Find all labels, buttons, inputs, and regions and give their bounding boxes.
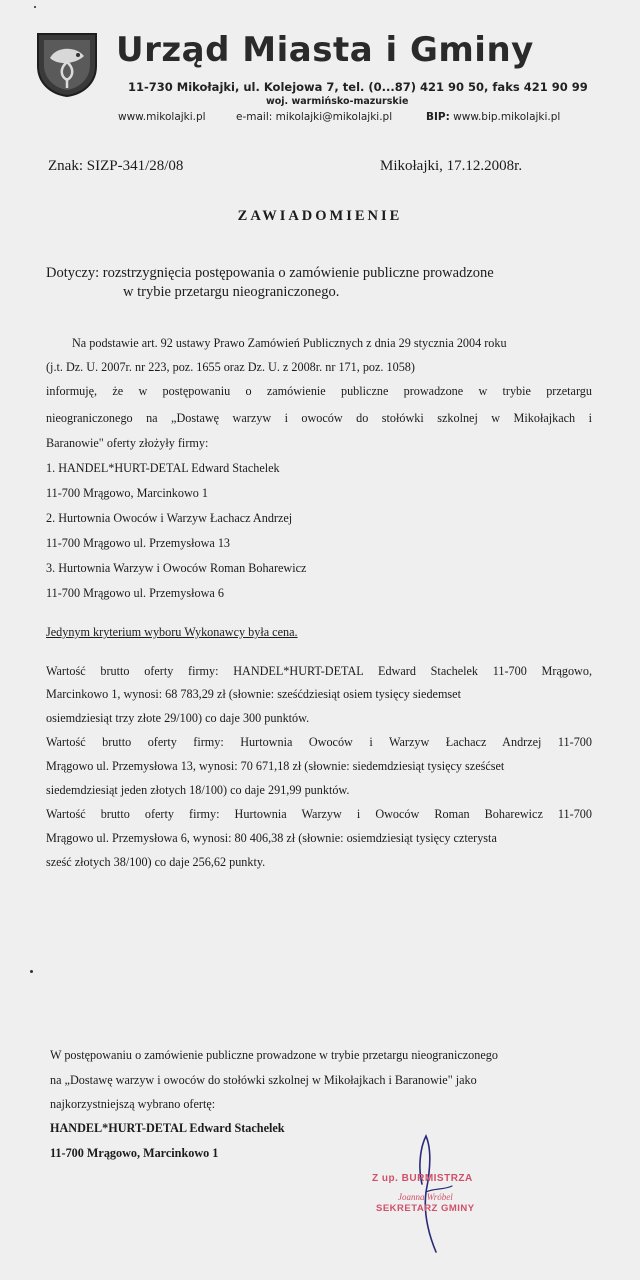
offer-line: Wartość brutto oferty firmy: Hurtownia Owoców i Warzyw Łachacz Andrzej 11-700	[46, 735, 592, 749]
body-line: (j.t. Dz. U. 2007r. nr 223, poz. 1655 oraz Dz. U. z 2008r. nr 171, poz. 1058)	[46, 360, 415, 374]
bidder-list-item: 11-700 Mrągowo ul. Przemysłowa 13	[46, 536, 231, 550]
offer-line: Wartość brutto oferty firmy: HANDEL*HURT-DETAL Edward Stachelek 11-700 Mrągowo,	[46, 664, 592, 678]
winner-address: 11-700 Mrągowo, Marcinkowo 1	[50, 1146, 219, 1160]
result-line: najkorzystniejszą wybrano ofertę:	[50, 1097, 216, 1111]
winner-name: HANDEL*HURT-DETAL Edward Stachelek	[50, 1121, 285, 1135]
letterhead-region: woj. warmińsko-mazurskie	[266, 96, 409, 107]
subject-line-2: w trybie przetargu nieograniczonego.	[123, 284, 340, 300]
bip-address: www.bip.mikolajki.pl	[453, 111, 561, 123]
selection-criterion: Jedynym kryterium wyboru Wykonawcy była cena.	[46, 625, 298, 639]
reference-number: Znak: SIZP-341/28/08	[48, 158, 184, 174]
offer-line: sześć złotych 38/100) co daje 256,62 punkty.	[46, 855, 266, 869]
letterhead-bip	[426, 111, 560, 123]
body-line: nieograniczonego na „Dostawę warzyw i owoców do stołówki szkolnej w Mikołajkach i	[46, 411, 592, 425]
offer-line: Mrągowo ul. Przemysłowa 13, wynosi: 70 671,18 zł (słownie: siedemdziesiąt tysięcy sześćset	[46, 759, 505, 773]
document-heading: ZAWIADOMIENIE	[237, 208, 403, 224]
bip-label: BIP:	[426, 111, 450, 123]
body-line: Baranowie" oferty złożyły firmy:	[46, 436, 209, 450]
bidder-list-item: 1. HANDEL*HURT-DETAL Edward Stachelek	[46, 461, 280, 475]
bidder-list-item: 2. Hurtownia Owoców i Warzyw Łachacz Andrzej	[46, 511, 293, 525]
town-crest-icon	[36, 32, 98, 98]
subject-line-1: Dotyczy: rozstrzygnięcia postępowania o zamówienie publiczne prowadzone	[46, 265, 494, 281]
place-date: Mikołajki, 17.12.2008r.	[380, 158, 523, 174]
offer-line: Mrągowo ul. Przemysłowa 6, wynosi: 80 406,38 zł (słownie: osiemdziesiąt tysięcy czterysta	[46, 831, 497, 845]
stamp-line-1: Z up. BURMISTRZA	[372, 1173, 473, 1184]
scan-speck	[34, 6, 36, 8]
body-line: Na podstawie art. 92 ustawy Prawo Zamówień Publicznych z dnia 29 stycznia 2004 roku	[72, 336, 507, 350]
stamp-line-3: SEKRETARZ GMINY	[376, 1203, 475, 1214]
letterhead-email: e-mail: mikolajki@mikolajki.pl	[236, 111, 393, 123]
bidder-list-item: 11-700 Mrągowo ul. Przemysłowa 6	[46, 586, 224, 600]
bidder-list-item: 3. Hurtownia Warzyw i Owoców Roman Boharewicz	[46, 561, 307, 575]
offer-line: Wartość brutto oferty firmy: Hurtownia Warzyw i Owoców Roman Boharewicz 11-700	[46, 807, 592, 821]
bidder-list-item: 11-700 Mrągowo, Marcinkowo 1	[46, 486, 209, 500]
result-line: na „Dostawę warzyw i owoców do stołówki szkolnej w Mikołajkach i Baranowie" jako	[50, 1073, 477, 1087]
offer-line: osiemdziesiąt trzy złote 29/100) co daje 300 punktów.	[46, 711, 310, 725]
offer-line: siedemdziesiąt jeden złotych 18/100) co daje 291,99 punktów.	[46, 783, 350, 797]
body-line: informuję, że w postępowaniu o zamówienie publiczne prowadzone w trybie przetargu	[46, 384, 592, 398]
letterhead-title: Urząd Miasta i Gminy	[116, 30, 534, 70]
stamp-line-2: Joanna Wróbel	[398, 1192, 453, 1202]
offer-line: Marcinkowo 1, wynosi: 68 783,29 zł (słownie: sześćdziesiąt osiem tysięcy siedemset	[46, 687, 461, 701]
result-line: W postępowaniu o zamówienie publiczne prowadzone w trybie przetargu nieograniczonego	[50, 1048, 498, 1062]
letterhead-website: www.mikolajki.pl	[118, 111, 206, 123]
scan-speck	[30, 970, 33, 973]
letterhead-address: 11-730 Mikołajki, ul. Kolejowa 7, tel. (0...87) 421 90 50, faks 421 90 99	[128, 80, 588, 94]
